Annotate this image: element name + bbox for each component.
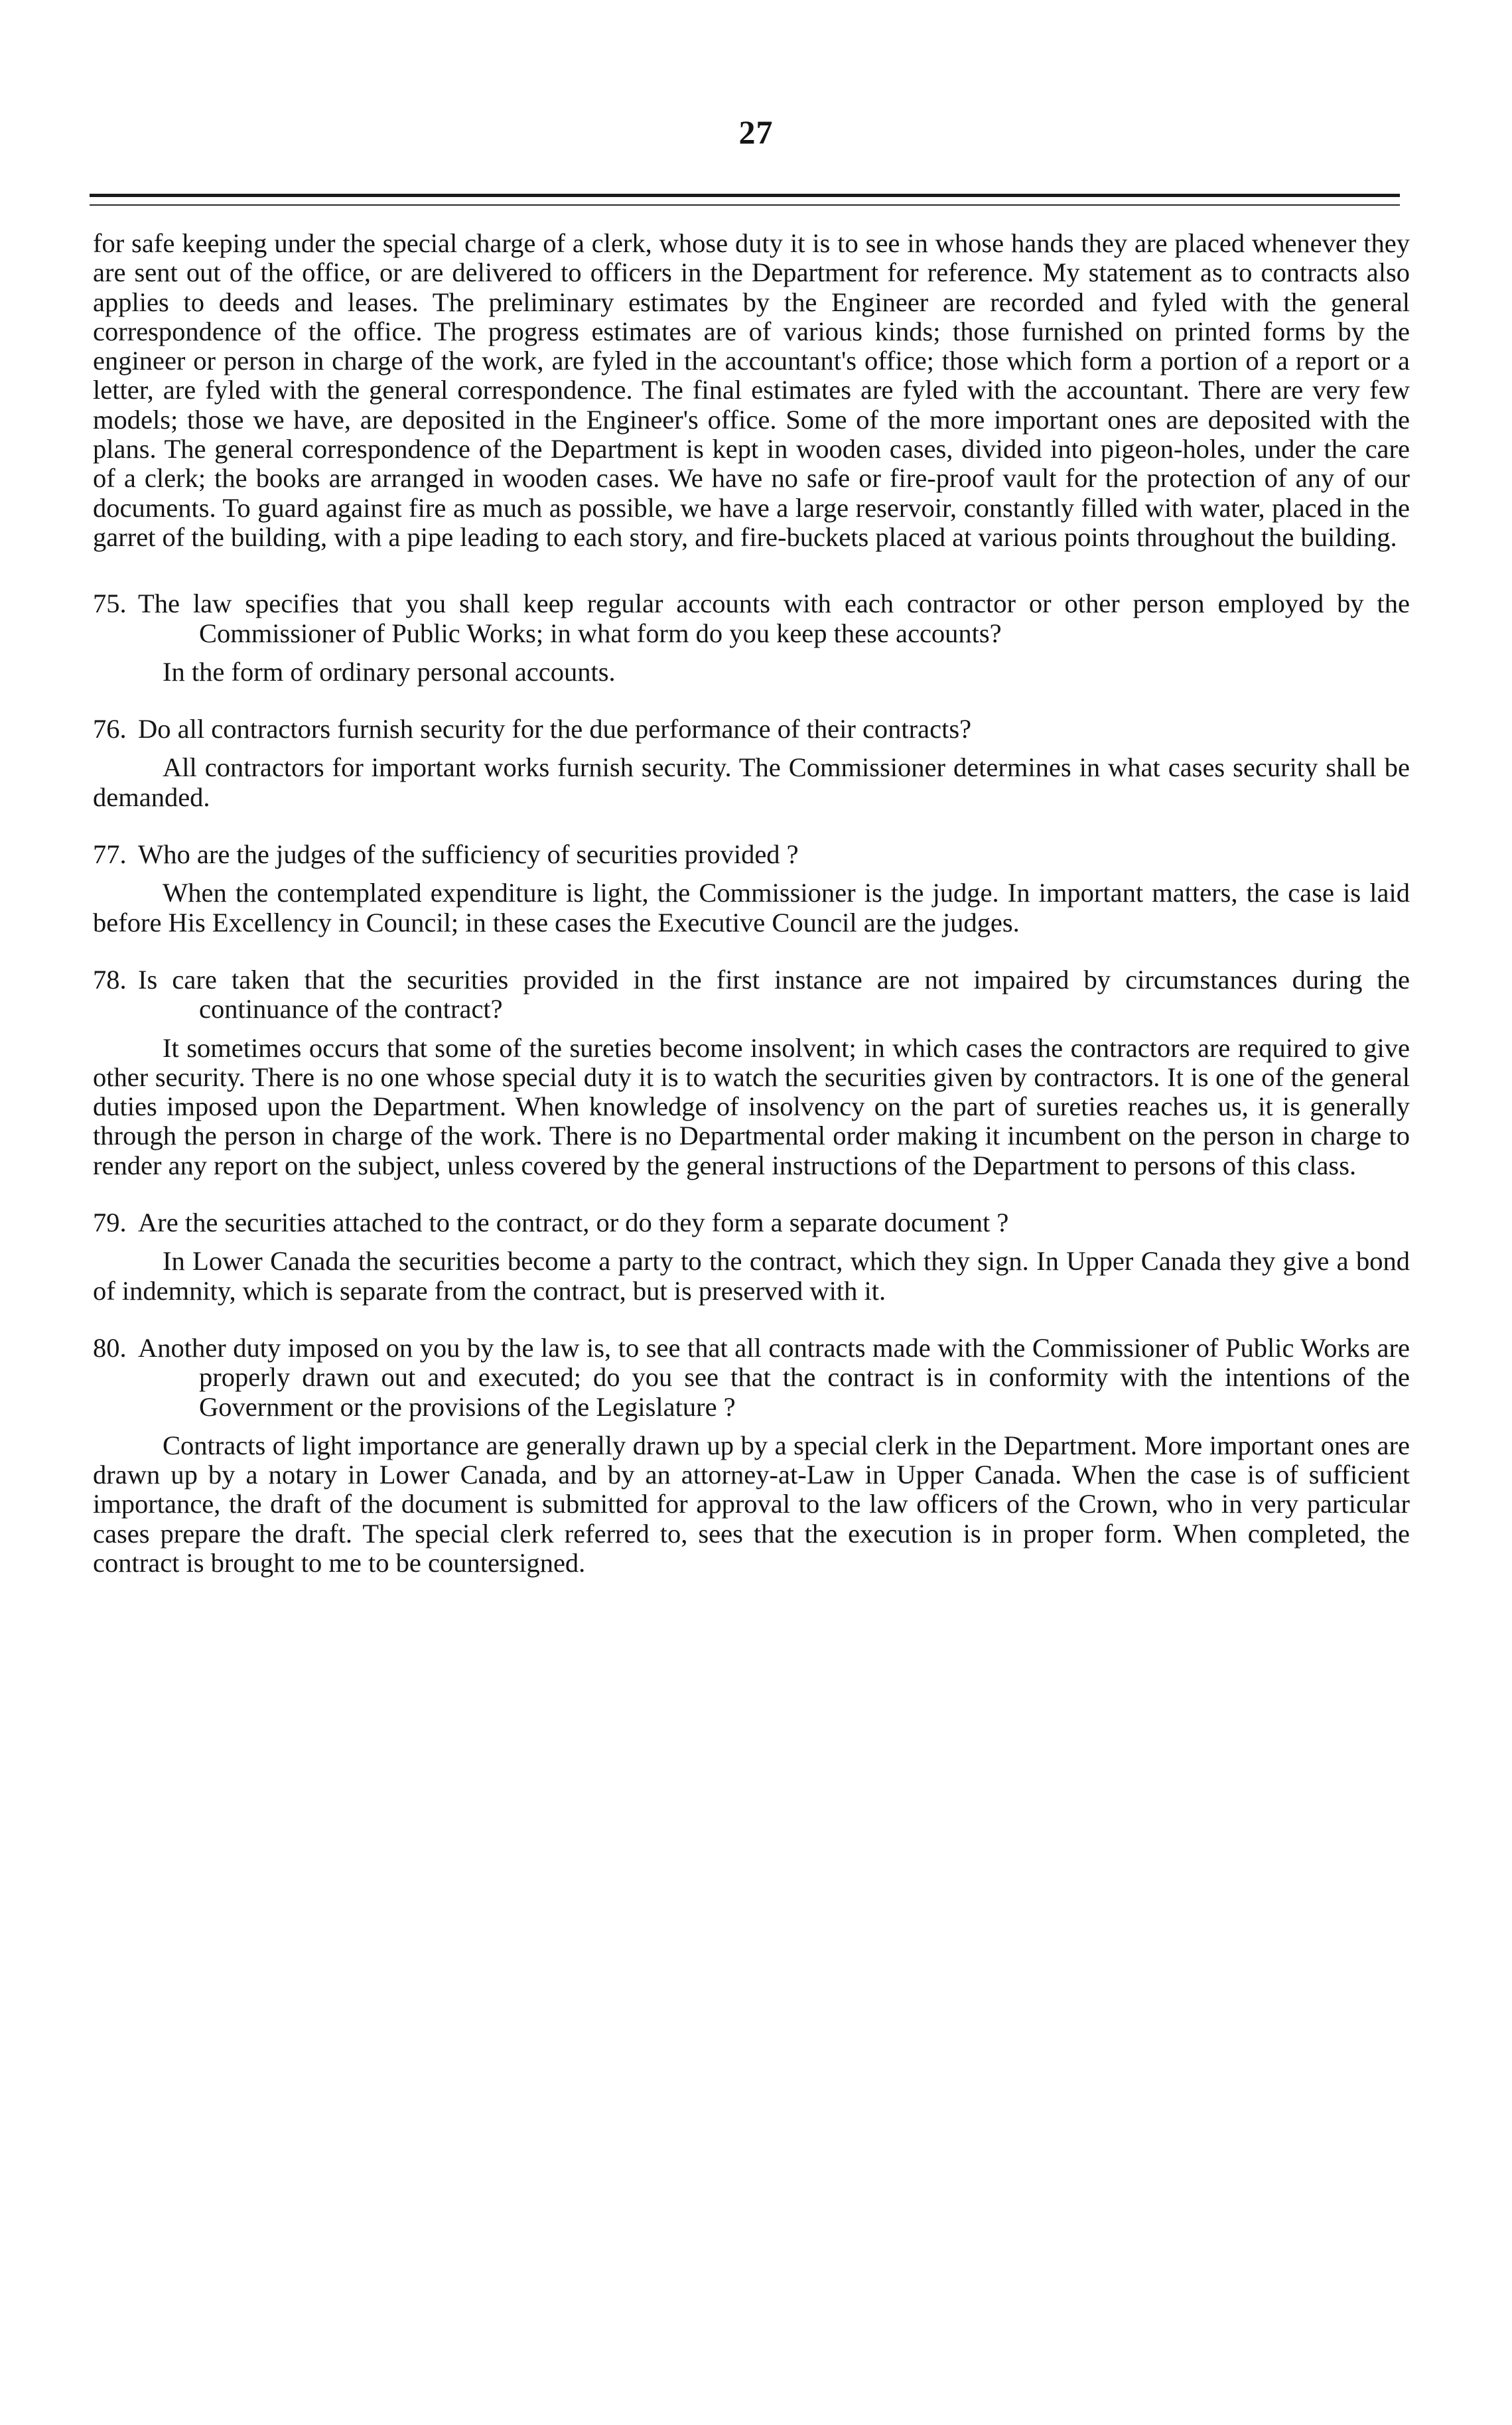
answer-80: Contracts of light importance are generally drawn up by a special clerk in the Department. More important ones are drawn up by a notary in Lower Canada, and by an attorney-at-Law in Upper Canada. When the case is of sufficient importance, the draft of the document is submitted for approval to the law officers of the Crown, who in very particular cases prepare the draft. The special clerk referred to, sees that the execution is in proper form. When completed, the contract is brought to me to be countersigned. — [93, 1430, 1410, 1578]
answer-77: When the contemplated expenditure is light, the Commissioner is the judge. In important matters, the case is laid before His Excellency in Council; in these cases the Executive Council are the judges. — [93, 878, 1410, 937]
question-text: Another duty imposed on you by the law is, to see that all contracts made with the Commissioner of Public Works are properly drawn out and executed; do you see that the contract is in conformity with the intentions of the Government or the provisions of the Legislature ? — [138, 1332, 1410, 1422]
question-80 — [93, 1334, 1410, 1422]
question-text: Who are the judges of the sufficiency of securities provided ? — [138, 839, 799, 870]
answer-78: It sometimes occurs that some of the sureties become insolvent; in which cases the contractors are required to give other security. There is no one whose special duty it is to watch the securities given by contractors. It is one of the general duties imposed upon the Department. When knowledge of insolvency on the part of sureties reaches us, it is generally through the person in charge of the work. There is no Departmental order making it incumbent on the person in charge to render any report on the subject, unless covered by the general instructions of the Department to persons of this class. — [93, 1032, 1410, 1180]
header-rule-thick — [90, 194, 1400, 197]
intro-paragraph: for safe keeping under the special charge of a clerk, whose duty it is to see in whose hands they are placed whenever they are sent out of the office, or are delivered to officers in the Department for reference. My statement as to contracts also applies to deeds and leases. The preliminary estimates by the Engineer are recorded and fyled with the general correspondence of the office. The progress estimates are of various kinds; those furnished on printed forms by the engineer or person in charge of the work, are fyled in the accountant's office; those which form a portion of a report or a letter, are fyled with the general correspondence. The final estimates are fyled with the accountant. There are very few models; those we have, are deposited in the Engineer's office. Some of the more important ones are deposited with the plans. The general correspondence of the Department is kept in wooden cases, divided into pigeon-holes, under the care of a clerk; the books are arranged in wooden cases. We have no safe or fire-proof vault for the protection of any of our documents. To guard against fire as much as possible, we have a large reservoir, constantly filled with water, placed in the garret of the building, with a pipe leading to each story, and fire-buckets placed at various points throughout the building. — [93, 228, 1410, 552]
question-number: 77. — [93, 839, 127, 870]
question-77 — [93, 840, 1410, 869]
question-79 — [93, 1208, 1410, 1237]
question-76 — [93, 715, 1410, 744]
answer-76: All contractors for important works furnish security. The Commissioner determines in what cases security shall be demanded. — [93, 752, 1410, 812]
document-body — [93, 229, 1410, 1578]
question-text: The law specifies that you shall keep regular accounts with each contractor or other person employed by the Commissioner of Public Works; in what form do you keep these accounts? — [138, 589, 1410, 648]
question-number: 78. — [93, 964, 127, 995]
question-text: Are the securities attached to the contract, or do they form a separate document ? — [138, 1208, 1009, 1238]
question-number: 75. — [93, 589, 127, 619]
answer-79: In Lower Canada the securities become a party to the contract, which they sign. In Upper Canada they give a bond of indemnity, which is separate from the contract, but is preserved with it. — [93, 1246, 1410, 1306]
question-number: 80. — [93, 1332, 127, 1363]
question-number: 76. — [93, 714, 127, 744]
answer-75: In the form of ordinary personal accounts. — [163, 656, 616, 687]
header-rule-thin — [90, 204, 1400, 206]
question-text: Do all contractors furnish security for the due performance of their contracts? — [138, 714, 972, 744]
question-number: 79. — [93, 1208, 127, 1238]
question-text: Is care taken that the securities provided in the first instance are not impaired by circumstances during the continuance of the contract? — [138, 964, 1410, 1024]
question-75 — [93, 589, 1410, 648]
question-78 — [93, 965, 1410, 1024]
page-number: 27 — [738, 113, 774, 151]
